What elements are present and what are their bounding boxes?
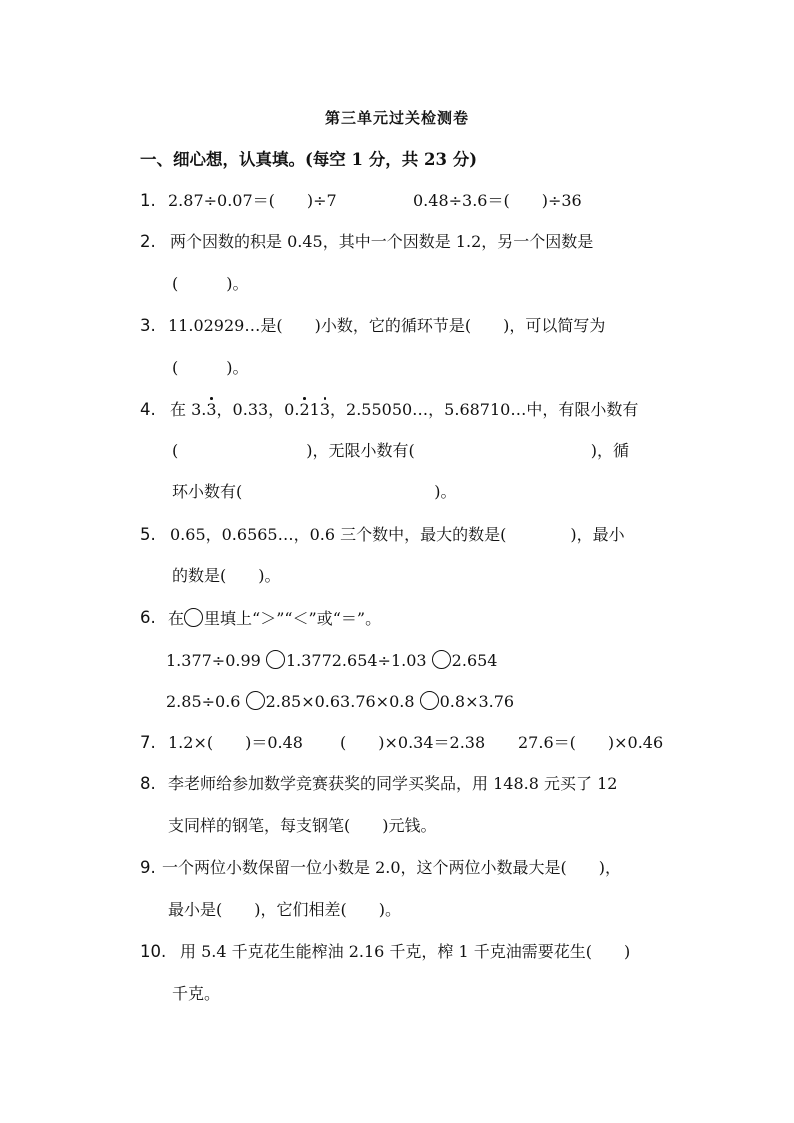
question-1-part-b: 0.48÷3.6＝( )÷36 [413,191,582,210]
question-6-number: 6. [140,608,156,627]
question-9-line-2: 最小是( )，它们相差( )。 [168,900,401,919]
question-9-number: 9. [140,858,156,877]
blank-circle-icon[interactable] [266,650,285,669]
page-title: 第三单元过关检测卷 [324,109,469,127]
q4-text-sep: ，0.33，0. [216,400,300,419]
q4-text-pre: 在 3. [170,400,207,419]
question-7-part-b: ( )×0.34＝2.38 [340,733,486,752]
comparison-expr: 0.8×3.76 [439,692,515,711]
question-8-number: 8. [140,774,156,793]
blank-circle-icon[interactable] [184,608,203,627]
comparison-expr: 2.654 [451,651,498,670]
question-7-number: 7. [140,733,156,752]
question-7-part-c: 27.6＝( )×0.46 [518,733,664,752]
question-6-row-1 [166,650,497,671]
question-5-line-1: 0.65，0.6565…，0.6 三个数中，最大的数是( )，最小 [170,525,625,544]
question-4-line-3: 环小数有( )。 [172,482,457,501]
question-3-number: 3. [140,316,156,335]
q4-text-mid: 1 [309,400,320,419]
q6-post: 里填上“＞”“＜”或“＝”。 [204,609,382,628]
q4-text-rest: ，2.55050…，5.68710…中，有限小数有 [330,400,639,419]
question-8-line-1: 李老师给参加数学竞赛获奖的同学买奖品，用 148.8 元买了 12 [168,774,618,793]
question-3-line-2: ( )。 [172,358,249,377]
question-6-row-2 [166,691,514,712]
comparison-expr: 1.3772.654÷1.03 [285,651,427,670]
question-1-part-a: 2.87÷0.07＝( )÷7 [168,191,337,210]
repeating-digit: 2 [299,400,310,419]
question-9-line-1: 一个两位小数保留一位小数是 2.0，这个两位小数最大是( )， [162,858,622,877]
repeating-digit: 3 [206,400,217,419]
question-10-number: 10. [140,942,167,961]
question-1-number: 1. [140,191,156,210]
question-3-line-1: 11.02929…是( )小数，它的循环节是( )，可以简写为 [168,316,606,335]
question-2-number: 2. [140,232,156,251]
blank-circle-icon[interactable] [246,691,265,710]
question-8-line-2: 支同样的钢笔，每支钢笔( )元钱。 [168,816,437,835]
question-7-part-a: 1.2×( )＝0.48 [168,733,303,752]
question-5-number: 5. [140,525,156,544]
comparison-expr: 2.85÷0.6 [166,692,241,711]
blank-circle-icon[interactable] [420,691,439,710]
blank-circle-icon[interactable] [432,650,451,669]
question-6-instruction [168,608,381,629]
q6-pre: 在 [168,609,185,628]
question-10-line-2: 千克。 [172,984,221,1003]
repeating-digit: 3 [319,400,331,419]
comparison-expr: 2.85×0.63.76×0.8 [265,692,415,711]
question-4-line-2: ( )，无限小数有( )，循 [172,441,629,460]
section-heading: 一、细心想，认真填。(每空 1 分，共 23 分) [140,150,478,169]
question-4-line-1 [170,400,638,420]
question-2-line-2: ( )。 [172,274,249,293]
comparison-expr: 1.377÷0.99 [166,651,261,670]
question-5-line-2: 的数是( )。 [172,566,281,585]
question-2-line-1: 两个因数的积是 0.45，其中一个因数是 1.2，另一个因数是 [170,232,594,251]
question-4-number: 4. [140,400,156,419]
question-10-line-1: 用 5.4 千克花生能榨油 2.16 千克，榨 1 千克油需要花生( ) [180,942,631,961]
